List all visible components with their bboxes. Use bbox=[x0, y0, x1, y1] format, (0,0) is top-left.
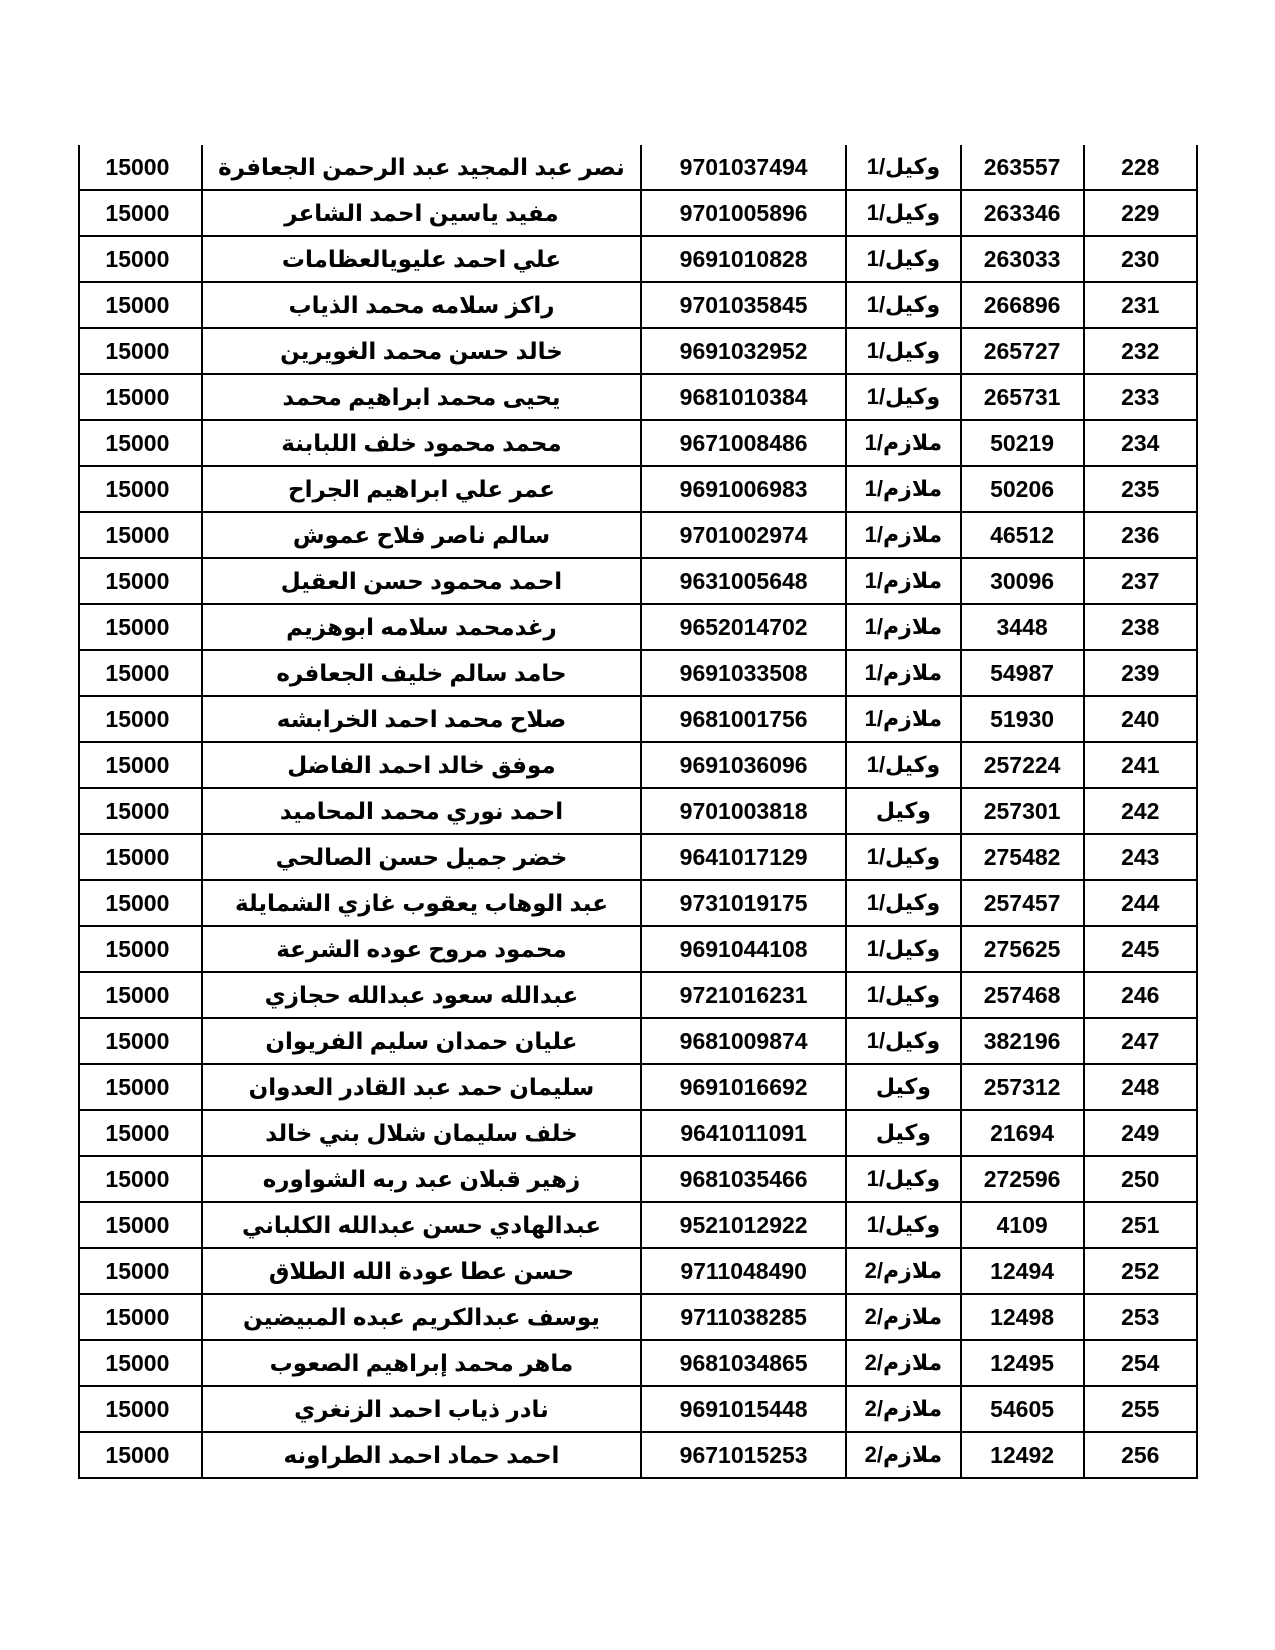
service-number-cell: 257468 bbox=[961, 972, 1084, 1018]
rank-cell: ملازم/2 bbox=[846, 1340, 961, 1386]
rank-cell: وكيل bbox=[846, 1064, 961, 1110]
amount-cell: 15000 bbox=[79, 788, 202, 834]
sequence-cell: 256 bbox=[1084, 1432, 1198, 1478]
national-id-cell: 9691006983 bbox=[641, 466, 846, 512]
service-number-cell: 275625 bbox=[961, 926, 1084, 972]
table-row bbox=[79, 1156, 1197, 1202]
national-id-cell: 9681010384 bbox=[641, 374, 846, 420]
amount-cell: 15000 bbox=[79, 1386, 202, 1432]
national-id-cell: 9691032952 bbox=[641, 328, 846, 374]
rank-cell: وكيل/1 bbox=[846, 1018, 961, 1064]
amount-cell: 15000 bbox=[79, 880, 202, 926]
name-cell: عبدالله سعود عبدالله حجازي bbox=[202, 972, 641, 1018]
name-cell: محمد محمود خلف اللبابنة bbox=[202, 420, 641, 466]
name-cell: نادر ذياب احمد الزنغري bbox=[202, 1386, 641, 1432]
service-number-cell: 266896 bbox=[961, 282, 1084, 328]
national-id-cell: 9701003818 bbox=[641, 788, 846, 834]
sequence-cell: 248 bbox=[1084, 1064, 1198, 1110]
national-id-cell: 9681034865 bbox=[641, 1340, 846, 1386]
name-cell: احمد محمود حسن العقيل bbox=[202, 558, 641, 604]
national-id-cell: 9681009874 bbox=[641, 1018, 846, 1064]
table-row bbox=[79, 1018, 1197, 1064]
roster-table-body bbox=[79, 145, 1197, 1478]
sequence-cell: 253 bbox=[1084, 1294, 1198, 1340]
table-row bbox=[79, 282, 1197, 328]
service-number-cell: 12494 bbox=[961, 1248, 1084, 1294]
amount-cell: 15000 bbox=[79, 1064, 202, 1110]
national-id-cell: 9701005896 bbox=[641, 190, 846, 236]
national-id-cell: 9671015253 bbox=[641, 1432, 846, 1478]
name-cell: صلاح محمد احمد الخرابشه bbox=[202, 696, 641, 742]
national-id-cell: 9691016692 bbox=[641, 1064, 846, 1110]
rank-cell: ملازم/1 bbox=[846, 420, 961, 466]
sequence-cell: 235 bbox=[1084, 466, 1198, 512]
table-row bbox=[79, 328, 1197, 374]
amount-cell: 15000 bbox=[79, 1294, 202, 1340]
service-number-cell: 12495 bbox=[961, 1340, 1084, 1386]
amount-cell: 15000 bbox=[79, 834, 202, 880]
amount-cell: 15000 bbox=[79, 650, 202, 696]
name-cell: خالد حسن محمد الغويرين bbox=[202, 328, 641, 374]
rank-cell: وكيل/1 bbox=[846, 834, 961, 880]
sequence-cell: 238 bbox=[1084, 604, 1198, 650]
amount-cell: 15000 bbox=[79, 926, 202, 972]
table-row bbox=[79, 1340, 1197, 1386]
service-number-cell: 263346 bbox=[961, 190, 1084, 236]
amount-cell: 15000 bbox=[79, 742, 202, 788]
name-cell: عمر علي ابراهيم الجراح bbox=[202, 466, 641, 512]
table-row bbox=[79, 696, 1197, 742]
rank-cell: ملازم/2 bbox=[846, 1432, 961, 1478]
rank-cell: وكيل/1 bbox=[846, 742, 961, 788]
rank-cell: وكيل/1 bbox=[846, 880, 961, 926]
name-cell: خضر جميل حسن الصالحي bbox=[202, 834, 641, 880]
national-id-cell: 9521012922 bbox=[641, 1202, 846, 1248]
service-number-cell: 50206 bbox=[961, 466, 1084, 512]
sequence-cell: 241 bbox=[1084, 742, 1198, 788]
service-number-cell: 46512 bbox=[961, 512, 1084, 558]
national-id-cell: 9701035845 bbox=[641, 282, 846, 328]
national-id-cell: 9671008486 bbox=[641, 420, 846, 466]
table-row bbox=[79, 190, 1197, 236]
sequence-cell: 230 bbox=[1084, 236, 1198, 282]
national-id-cell: 9641017129 bbox=[641, 834, 846, 880]
rank-cell: ملازم/1 bbox=[846, 604, 961, 650]
table-row bbox=[79, 926, 1197, 972]
rank-cell: ملازم/1 bbox=[846, 558, 961, 604]
sequence-cell: 228 bbox=[1084, 145, 1198, 190]
sequence-cell: 255 bbox=[1084, 1386, 1198, 1432]
amount-cell: 15000 bbox=[79, 696, 202, 742]
service-number-cell: 30096 bbox=[961, 558, 1084, 604]
service-number-cell: 21694 bbox=[961, 1110, 1084, 1156]
service-number-cell: 50219 bbox=[961, 420, 1084, 466]
amount-cell: 15000 bbox=[79, 466, 202, 512]
table-row bbox=[79, 374, 1197, 420]
sequence-cell: 251 bbox=[1084, 1202, 1198, 1248]
name-cell: عليان حمدان سليم الفريوان bbox=[202, 1018, 641, 1064]
amount-cell: 15000 bbox=[79, 1340, 202, 1386]
service-number-cell: 12498 bbox=[961, 1294, 1084, 1340]
national-id-cell: 9701037494 bbox=[641, 145, 846, 190]
service-number-cell: 275482 bbox=[961, 834, 1084, 880]
rank-cell: ملازم/1 bbox=[846, 696, 961, 742]
table-row bbox=[79, 466, 1197, 512]
national-id-cell: 9691033508 bbox=[641, 650, 846, 696]
sequence-cell: 239 bbox=[1084, 650, 1198, 696]
name-cell: حسن عطا عودة الله الطلاق bbox=[202, 1248, 641, 1294]
sequence-cell: 244 bbox=[1084, 880, 1198, 926]
amount-cell: 15000 bbox=[79, 236, 202, 282]
sequence-cell: 249 bbox=[1084, 1110, 1198, 1156]
rank-cell: وكيل/1 bbox=[846, 145, 961, 190]
national-id-cell: 9711038285 bbox=[641, 1294, 846, 1340]
table-row bbox=[79, 512, 1197, 558]
name-cell: زهير قبلان عبد ربه الشواوره bbox=[202, 1156, 641, 1202]
table-row bbox=[79, 1110, 1197, 1156]
service-number-cell: 272596 bbox=[961, 1156, 1084, 1202]
rank-cell: ملازم/2 bbox=[846, 1248, 961, 1294]
service-number-cell: 3448 bbox=[961, 604, 1084, 650]
rank-cell: وكيل bbox=[846, 1110, 961, 1156]
name-cell: راكز سلامه محمد الذياب bbox=[202, 282, 641, 328]
service-number-cell: 4109 bbox=[961, 1202, 1084, 1248]
rank-cell: ملازم/1 bbox=[846, 466, 961, 512]
sequence-cell: 246 bbox=[1084, 972, 1198, 1018]
table-row bbox=[79, 1386, 1197, 1432]
sequence-cell: 229 bbox=[1084, 190, 1198, 236]
national-id-cell: 9641011091 bbox=[641, 1110, 846, 1156]
name-cell: حامد سالم خليف الجعافره bbox=[202, 650, 641, 696]
service-number-cell: 263033 bbox=[961, 236, 1084, 282]
amount-cell: 15000 bbox=[79, 558, 202, 604]
sequence-cell: 232 bbox=[1084, 328, 1198, 374]
amount-cell: 15000 bbox=[79, 972, 202, 1018]
table-row bbox=[79, 1202, 1197, 1248]
sequence-cell: 233 bbox=[1084, 374, 1198, 420]
name-cell: احمد حماد احمد الطراونه bbox=[202, 1432, 641, 1478]
rank-cell: وكيل/1 bbox=[846, 1202, 961, 1248]
rank-cell: وكيل/1 bbox=[846, 926, 961, 972]
amount-cell: 15000 bbox=[79, 1202, 202, 1248]
table-row bbox=[79, 420, 1197, 466]
service-number-cell: 51930 bbox=[961, 696, 1084, 742]
service-number-cell: 54605 bbox=[961, 1386, 1084, 1432]
name-cell: سالم ناصر فلاح عموش bbox=[202, 512, 641, 558]
rank-cell: ملازم/1 bbox=[846, 512, 961, 558]
sequence-cell: 254 bbox=[1084, 1340, 1198, 1386]
sequence-cell: 250 bbox=[1084, 1156, 1198, 1202]
table-row bbox=[79, 880, 1197, 926]
table-row bbox=[79, 650, 1197, 696]
table-row bbox=[79, 1432, 1197, 1478]
national-id-cell: 9691010828 bbox=[641, 236, 846, 282]
amount-cell: 15000 bbox=[79, 328, 202, 374]
amount-cell: 15000 bbox=[79, 1248, 202, 1294]
sequence-cell: 247 bbox=[1084, 1018, 1198, 1064]
rank-cell: وكيل/1 bbox=[846, 282, 961, 328]
service-number-cell: 54987 bbox=[961, 650, 1084, 696]
name-cell: موفق خالد احمد الفاضل bbox=[202, 742, 641, 788]
name-cell: علي احمد عليويالعظامات bbox=[202, 236, 641, 282]
rank-cell: ملازم/2 bbox=[846, 1294, 961, 1340]
name-cell: خلف سليمان شلال بني خالد bbox=[202, 1110, 641, 1156]
amount-cell: 15000 bbox=[79, 1156, 202, 1202]
service-number-cell: 265727 bbox=[961, 328, 1084, 374]
table-row bbox=[79, 604, 1197, 650]
name-cell: عبد الوهاب يعقوب غازي الشمايلة bbox=[202, 880, 641, 926]
amount-cell: 15000 bbox=[79, 604, 202, 650]
table-row bbox=[79, 1248, 1197, 1294]
national-id-cell: 9681035466 bbox=[641, 1156, 846, 1202]
rank-cell: وكيل/1 bbox=[846, 1156, 961, 1202]
national-id-cell: 9711048490 bbox=[641, 1248, 846, 1294]
rank-cell: وكيل/1 bbox=[846, 190, 961, 236]
sequence-cell: 243 bbox=[1084, 834, 1198, 880]
national-id-cell: 9721016231 bbox=[641, 972, 846, 1018]
rank-cell: وكيل bbox=[846, 788, 961, 834]
amount-cell: 15000 bbox=[79, 190, 202, 236]
table-row bbox=[79, 742, 1197, 788]
rank-cell: ملازم/1 bbox=[846, 650, 961, 696]
amount-cell: 15000 bbox=[79, 1432, 202, 1478]
national-id-cell: 9681001756 bbox=[641, 696, 846, 742]
service-number-cell: 265731 bbox=[961, 374, 1084, 420]
amount-cell: 15000 bbox=[79, 374, 202, 420]
name-cell: احمد نوري محمد المحاميد bbox=[202, 788, 641, 834]
rank-cell: وكيل/1 bbox=[846, 374, 961, 420]
service-number-cell: 257457 bbox=[961, 880, 1084, 926]
national-id-cell: 9691015448 bbox=[641, 1386, 846, 1432]
amount-cell: 15000 bbox=[79, 1110, 202, 1156]
table-row bbox=[79, 788, 1197, 834]
name-cell: يوسف عبدالكريم عبده المبيضين bbox=[202, 1294, 641, 1340]
rank-cell: وكيل/1 bbox=[846, 236, 961, 282]
national-id-cell: 9652014702 bbox=[641, 604, 846, 650]
sequence-cell: 252 bbox=[1084, 1248, 1198, 1294]
name-cell: ماهر محمد إبراهيم الصعوب bbox=[202, 1340, 641, 1386]
sequence-cell: 240 bbox=[1084, 696, 1198, 742]
national-id-cell: 9731019175 bbox=[641, 880, 846, 926]
national-id-cell: 9631005648 bbox=[641, 558, 846, 604]
sequence-cell: 237 bbox=[1084, 558, 1198, 604]
amount-cell: 15000 bbox=[79, 420, 202, 466]
name-cell: نصر عبد المجيد عبد الرحمن الجعافرة bbox=[202, 145, 641, 190]
table-row bbox=[79, 972, 1197, 1018]
amount-cell: 15000 bbox=[79, 512, 202, 558]
service-number-cell: 263557 bbox=[961, 145, 1084, 190]
national-id-cell: 9691036096 bbox=[641, 742, 846, 788]
table-row bbox=[79, 834, 1197, 880]
service-number-cell: 257301 bbox=[961, 788, 1084, 834]
name-cell: يحيى محمد ابراهيم محمد bbox=[202, 374, 641, 420]
rank-cell: ملازم/2 bbox=[846, 1386, 961, 1432]
name-cell: مفيد ياسين احمد الشاعر bbox=[202, 190, 641, 236]
table-row bbox=[79, 236, 1197, 282]
national-id-cell: 9691044108 bbox=[641, 926, 846, 972]
amount-cell: 15000 bbox=[79, 145, 202, 190]
sequence-cell: 231 bbox=[1084, 282, 1198, 328]
rank-cell: وكيل/1 bbox=[846, 328, 961, 374]
table-row bbox=[79, 1294, 1197, 1340]
name-cell: رغدمحمد سلامه ابوهزيم bbox=[202, 604, 641, 650]
service-number-cell: 257312 bbox=[961, 1064, 1084, 1110]
table-row bbox=[79, 1064, 1197, 1110]
name-cell: محمود مروح عوده الشرعة bbox=[202, 926, 641, 972]
name-cell: عبدالهادي حسن عبدالله الكلباني bbox=[202, 1202, 641, 1248]
amount-cell: 15000 bbox=[79, 1018, 202, 1064]
sequence-cell: 242 bbox=[1084, 788, 1198, 834]
name-cell: سليمان حمد عبد القادر العدوان bbox=[202, 1064, 641, 1110]
service-number-cell: 12492 bbox=[961, 1432, 1084, 1478]
sequence-cell: 236 bbox=[1084, 512, 1198, 558]
national-id-cell: 9701002974 bbox=[641, 512, 846, 558]
service-number-cell: 257224 bbox=[961, 742, 1084, 788]
roster-table bbox=[78, 145, 1198, 1479]
sequence-cell: 245 bbox=[1084, 926, 1198, 972]
rank-cell: وكيل/1 bbox=[846, 972, 961, 1018]
table-row bbox=[79, 145, 1197, 190]
service-number-cell: 382196 bbox=[961, 1018, 1084, 1064]
sequence-cell: 234 bbox=[1084, 420, 1198, 466]
amount-cell: 15000 bbox=[79, 282, 202, 328]
table-row bbox=[79, 558, 1197, 604]
